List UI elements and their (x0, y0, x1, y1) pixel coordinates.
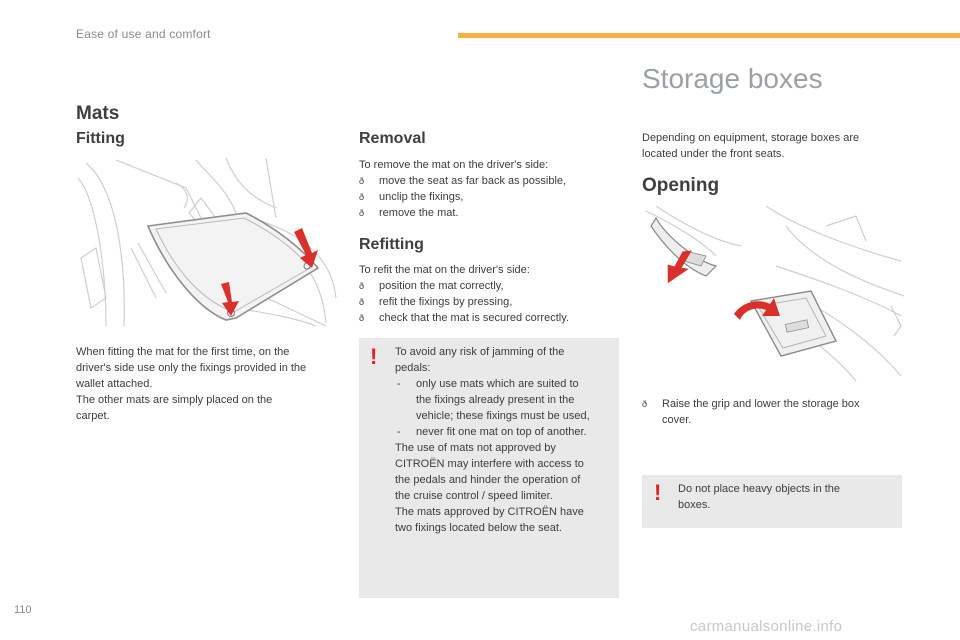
page-number: 110 (14, 604, 32, 616)
list-item: ð refit the fixings by pressing, (359, 294, 619, 310)
warning-icon: ! (654, 480, 662, 505)
opening-instructions (642, 396, 902, 428)
list-item: - never fit one mat on top of another. (395, 424, 615, 440)
removal-heading: Removal (359, 130, 426, 147)
storage-boxes-title: Storage boxes (642, 63, 823, 94)
fitting-note: When fitting the mat for the first time, on the driver's side use only the fixings provided in the wallet attached. The other mats are simply placed on the carpet. (76, 346, 307, 422)
mats-warning-text: To avoid any risk of jamming of the pedals: - only use mats which are suited to the fixings already present in the vehicle; these fixings must be used, - never fit one mat on top of another. The use of mats not approved by CITROËN may interfere with access to the pedals and hinder the operation of the cruise control / speed limiter. The mats approved by CITROËN have two fixings located below the seat. (395, 344, 615, 536)
removal-instructions: To remove the mat on the driver's side: ð move the seat as far back as possible, ð unclip the fixings, ð remove the mat. (359, 157, 619, 221)
watermark: carmanualsonline.info (690, 618, 843, 635)
list-item: - only use mats which are suited to the fixings already present in the vehicle; these fixings must be used, (395, 376, 615, 424)
refitting-heading: Refitting (359, 236, 424, 253)
list-item: ð Raise the grip and lower the storage box cover. (642, 396, 902, 428)
section-header: Ease of use and comfort (76, 27, 211, 41)
storage-warning-text: Do not place heavy objects in the boxes. (678, 483, 841, 511)
refitting-instructions: To refit the mat on the driver's side: ð position the mat correctly, ð refit the fixings by pressing, ð check that the mat is secured correctly. (359, 262, 619, 326)
list-item: ð check that the mat is secured correctly. (359, 310, 619, 326)
list-item: ð unclip the fixings, (359, 189, 619, 205)
list-item: ð remove the mat. (359, 205, 619, 221)
floor-mat-illustration (76, 158, 338, 328)
storage-box-illustration (646, 206, 906, 386)
list-item: ð position the mat correctly, (359, 278, 619, 294)
opening-heading: Opening (642, 175, 720, 196)
mats-heading: Mats (76, 103, 120, 124)
list-item: ð move the seat as far back as possible, (359, 173, 619, 189)
header-accent-bar (458, 33, 960, 38)
warning-icon: ! (370, 344, 378, 369)
fitting-heading: Fitting (76, 130, 125, 147)
storage-intro: Depending on equipment, storage boxes are located under the front seats. (642, 132, 860, 160)
